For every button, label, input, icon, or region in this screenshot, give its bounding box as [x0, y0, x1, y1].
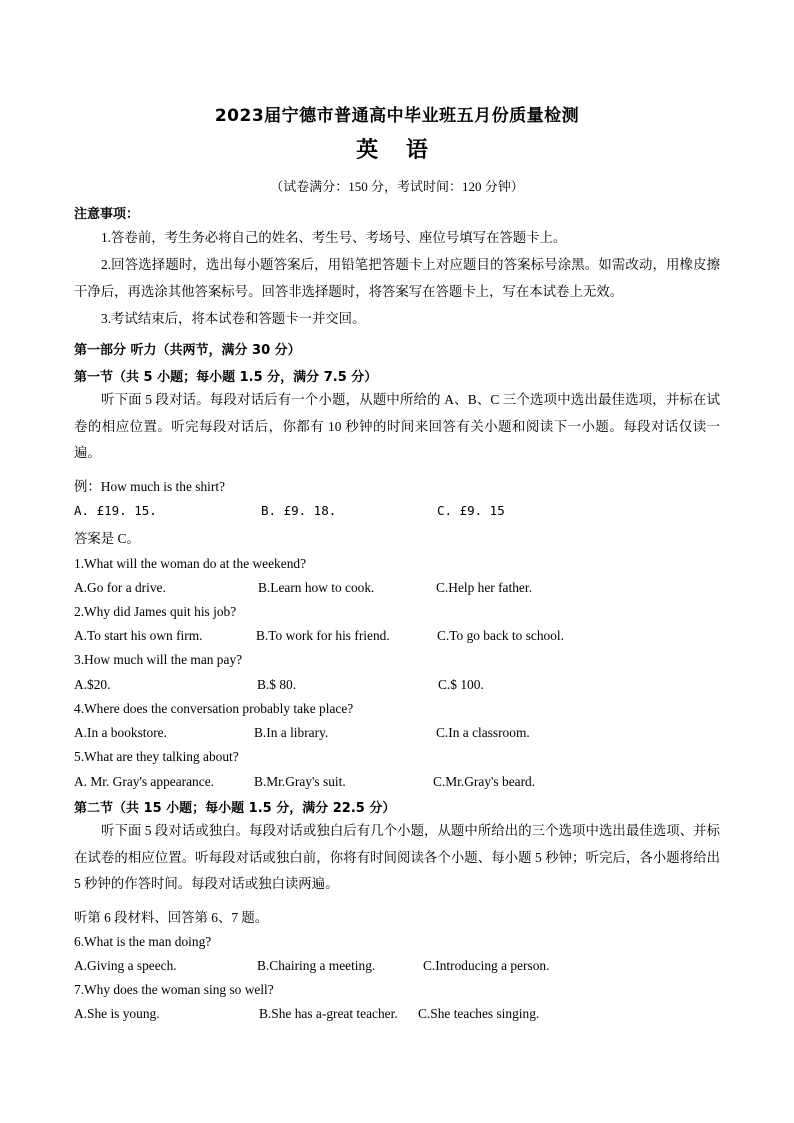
q1-option-a: A.Go for a drive.: [74, 580, 166, 595]
notice-heading: 注意事项：: [74, 207, 140, 222]
question-6: 6.What is the man doing?: [74, 934, 212, 949]
part1-heading: 第一部分 听力（共两节，满分 30 分）: [74, 343, 301, 358]
q3-option-a: A.$20.: [74, 677, 111, 692]
notice-item-3: 3.考试结束后，将本试卷和答题卡一并交回。: [101, 311, 366, 326]
example-option-b: B. £9. 18.: [261, 503, 337, 518]
section2-instructions: 听下面 5 段对话或独白。每段对话或独白后有几个小题，从题中所给出的三个选项中选出最佳选项、并标在试卷的相应位置。听每段对话或独白前，你将有时间阅读各个小题、每小题 5 秒钟；听完后，各小题将给出 5 秒钟的作答时间。每段对话或独白读两遍。: [74, 823, 720, 891]
q2-option-b: B.To work for his friend.: [256, 628, 390, 643]
q7-option-b: B.She has a-great teacher.: [259, 1006, 398, 1021]
q6-option-a: A.Giving a speech.: [74, 958, 177, 973]
example-option-c: C. £9. 15: [437, 503, 505, 518]
subject-title: 英 语: [356, 138, 438, 163]
q4-option-a: A.In a bookstore.: [74, 725, 167, 740]
material-note: 听第 6 段材料、回答第 6、7 题。: [74, 910, 269, 925]
q5-option-a: A. Mr. Gray's appearance.: [74, 774, 214, 789]
question-3: 3.How much will the man pay?: [74, 652, 243, 667]
q6-option-c: C.Introducing a person.: [423, 958, 550, 973]
question-2: 2.Why did James quit his job?: [74, 604, 237, 619]
q5-option-c: C.Mr.Gray's beard.: [433, 774, 536, 789]
notice-item-2: 2.回答选择题时，选出每小题答案后，用铅笔把答题卡上对应题目的答案标号涂黑。如需改动，用橡皮擦干净后，再选涂其他答案标号。回答非选择题时，将答案写在答题卡上，写在本试卷上无效。: [74, 257, 720, 299]
question-7: 7.Why does the woman sing so well?: [74, 982, 274, 997]
section1-heading: 第一节（共 5 小题；每小题 1.5 分，满分 7.5 分）: [74, 370, 378, 385]
q3-option-c: C.$ 100.: [438, 677, 484, 692]
question-4: 4.Where does the conversation probably take place?: [74, 701, 354, 716]
q4-option-b: B.In a library.: [254, 725, 329, 740]
exam-meta: （试卷满分：150 分，考试时间：120 分钟）: [270, 179, 524, 194]
q2-option-c: C.To go back to school.: [437, 628, 565, 643]
q1-option-b: B.Learn how to cook.: [258, 580, 375, 595]
exam-title: 2023届宁德市普通高中毕业班五月份质量检测: [214, 106, 580, 126]
q4-option-c: C.In a classroom.: [436, 725, 530, 740]
q1-option-c: C.Help her father.: [436, 580, 532, 595]
question-1: 1.What will the woman do at the weekend?: [74, 556, 307, 571]
notice-item-1: 1.答卷前，考生务必将自己的姓名、考生号、考场号、座位号填写在答题卡上。: [101, 230, 567, 245]
question-5: 5.What are they talking about?: [74, 749, 239, 764]
example-answer: 答案是 C。: [74, 531, 140, 546]
q7-option-c: C.She teaches singing.: [418, 1006, 540, 1021]
example-option-a: A. £19. 15.: [74, 503, 157, 518]
q6-option-b: B.Chairing a meeting.: [257, 958, 376, 973]
q5-option-b: B.Mr.Gray's suit.: [254, 774, 346, 789]
example-question: 例：How much is the shirt?: [74, 479, 225, 494]
q7-option-a: A.She is young.: [74, 1006, 160, 1021]
q3-option-b: B.$ 80.: [257, 677, 297, 692]
q2-option-a: A.To start his own firm.: [74, 628, 203, 643]
section1-instructions: 听下面 5 段对话。每段对话后有一个小题，从题中所给的 A、B、C 三个选项中选出最佳选项，并标在试卷的相应位置。听完每段对话后，你都有 10 秒钟的时间来回答有关小题和阅读下一小题。每段对话仅读一遍。: [74, 392, 720, 460]
section2-heading: 第二节（共 15 小题；每小题 1.5 分，满分 22.5 分）: [74, 801, 396, 816]
